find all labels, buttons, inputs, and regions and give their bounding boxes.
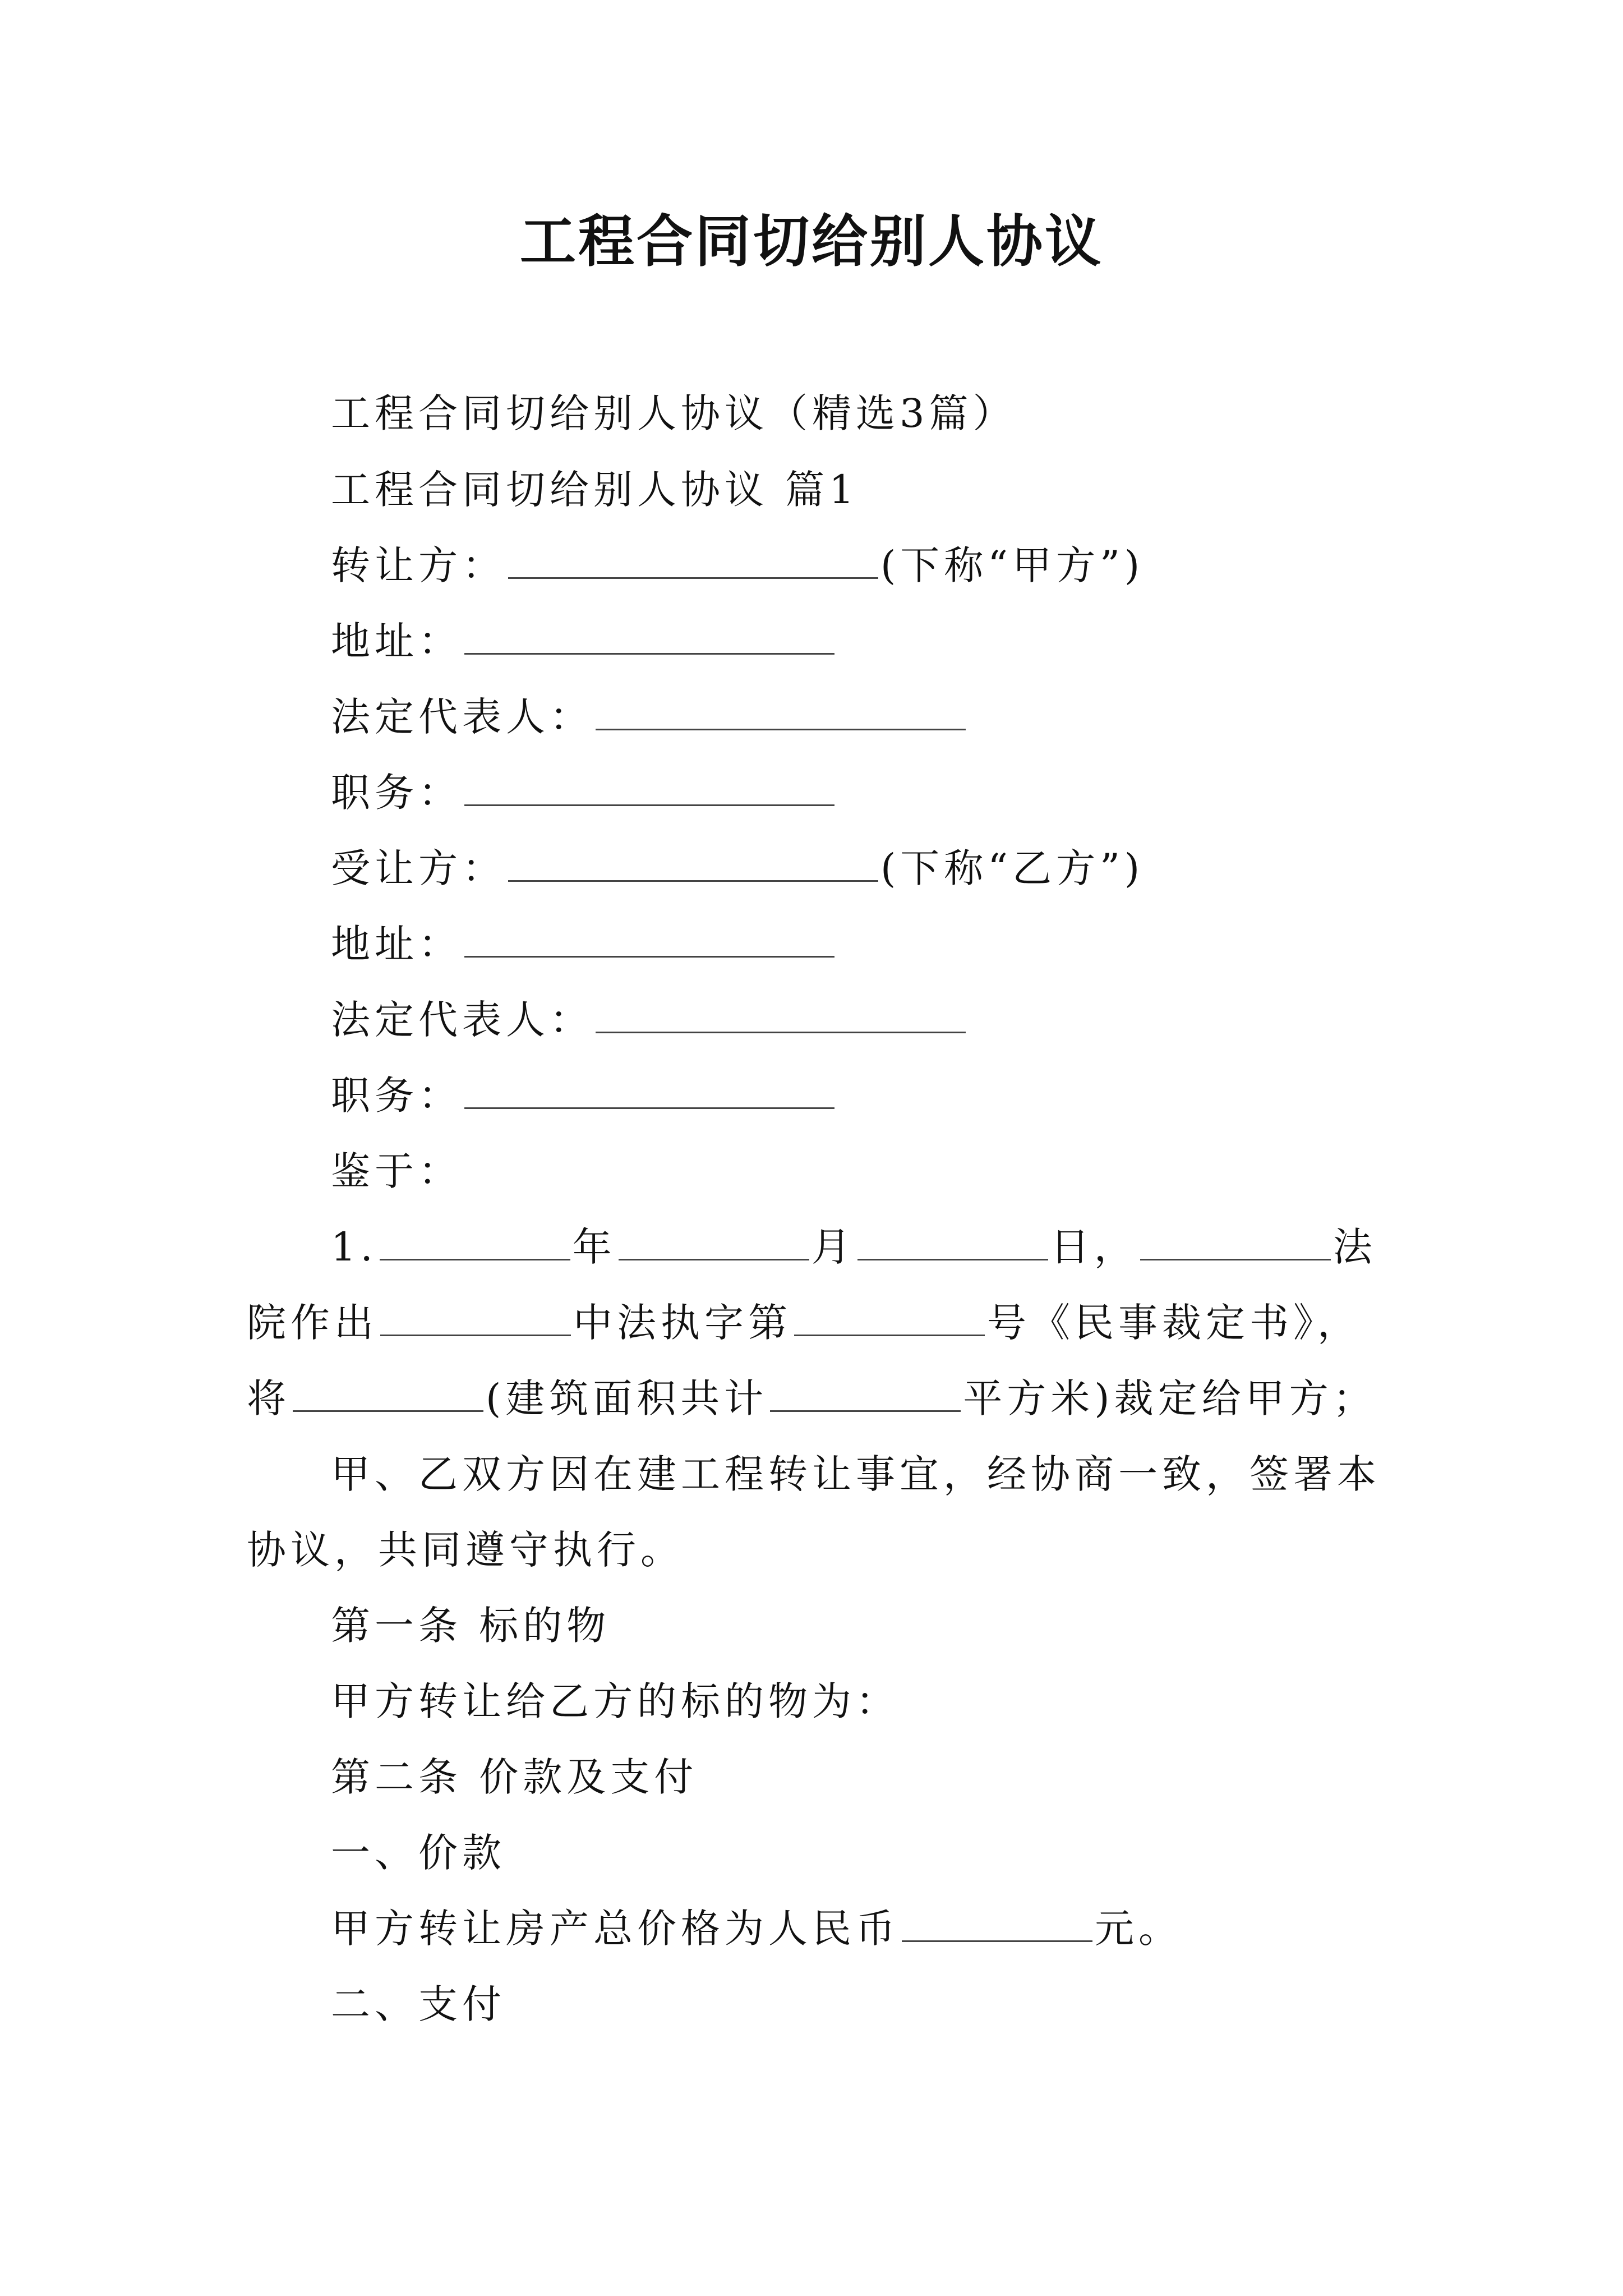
item1-line3-b: (建筑面积共计	[486, 1375, 768, 1421]
party-b-position-blank	[464, 1068, 834, 1109]
party-b-address-line	[331, 913, 837, 975]
party-b-rep-blank	[596, 992, 966, 1033]
price-line	[331, 1898, 1182, 1959]
party-b-position-line	[331, 1065, 837, 1126]
item1-line1	[331, 1216, 1377, 1278]
party-a-position-label: 职务：	[331, 770, 462, 816]
case-number-blank	[794, 1295, 985, 1336]
party-a-rep-label: 法定代表人：	[331, 694, 593, 740]
party-b-address-blank	[464, 917, 834, 958]
month-label: 月	[811, 1224, 855, 1270]
item1-line2-a: 院作出	[247, 1300, 378, 1346]
party-b-line	[331, 838, 1144, 899]
day-label: 日，	[1050, 1224, 1138, 1270]
section-heading: 工程合同切给别人协议 篇1	[331, 467, 859, 513]
party-b-suffix: (下称“乙方”)	[880, 845, 1145, 891]
item1-line3-c: 平方米)裁定给甲方；	[963, 1375, 1377, 1421]
item1-line3-a: 将	[247, 1375, 291, 1421]
party-b-rep-label: 法定代表人：	[331, 997, 593, 1043]
document-title: 工程合同切给别人协议	[520, 208, 1103, 274]
party-b-blank	[508, 841, 878, 882]
price-blank	[902, 1901, 1092, 1942]
item1-line2-c: 号《民事裁定书》，	[987, 1300, 1361, 1346]
article1-title: 第一条 标的物	[331, 1603, 611, 1649]
month-blank	[619, 1220, 809, 1260]
subtitle-line: 工程合同切给别人协议（精选3篇）	[331, 390, 1017, 436]
item1-prefix: 1.	[331, 1224, 377, 1270]
ruling-blank	[380, 1295, 571, 1336]
article2-sub2: 二、支付	[331, 1981, 506, 2027]
property-blank	[293, 1371, 483, 1412]
item1-line3	[247, 1368, 1377, 1429]
court-blank	[1140, 1220, 1331, 1260]
party-a-position-blank	[464, 765, 834, 806]
party-a-suffix: (下称“甲方”)	[880, 542, 1145, 588]
party-a-address-label: 地址：	[331, 618, 462, 664]
party-a-address-line	[331, 610, 837, 672]
party-b-address-label: 地址：	[331, 921, 462, 967]
article1-text: 甲方转让给乙方的标的物为：	[331, 1678, 900, 1724]
price-unit: 元。	[1095, 1906, 1182, 1952]
party-b-rep-line	[331, 989, 968, 1051]
party-a-blank	[508, 538, 878, 579]
year-label: 年	[572, 1224, 616, 1270]
whereas-line: 鉴于：	[331, 1148, 462, 1194]
party-a-rep-blank	[596, 689, 966, 730]
party-b-position-label: 职务：	[331, 1073, 462, 1119]
day-blank	[857, 1220, 1048, 1260]
party-a-rep-line	[331, 686, 968, 748]
party-a-label: 转让方：	[331, 542, 506, 588]
article2-title: 第二条 价款及支付	[331, 1754, 698, 1800]
party-a-line	[331, 535, 1144, 596]
party-a-position-line	[331, 762, 837, 823]
area-blank	[770, 1371, 961, 1412]
court-label: 法	[1332, 1224, 1377, 1270]
price-label: 甲方转让房产总价格为人民币	[331, 1906, 900, 1952]
item1-line2-b: 中法执字第	[573, 1300, 792, 1346]
article2-sub1: 一、价款	[331, 1830, 506, 1876]
year-blank	[380, 1220, 570, 1260]
party-a-address-blank	[464, 614, 834, 655]
agreement-line2: 协议，共同遵守执行。	[247, 1527, 684, 1573]
agreement-line1: 甲、乙双方因在建工程转让事宜，经协商一致，签署本	[331, 1451, 1381, 1497]
item1-line2	[247, 1292, 1361, 1354]
party-b-label: 受让方：	[331, 845, 506, 891]
